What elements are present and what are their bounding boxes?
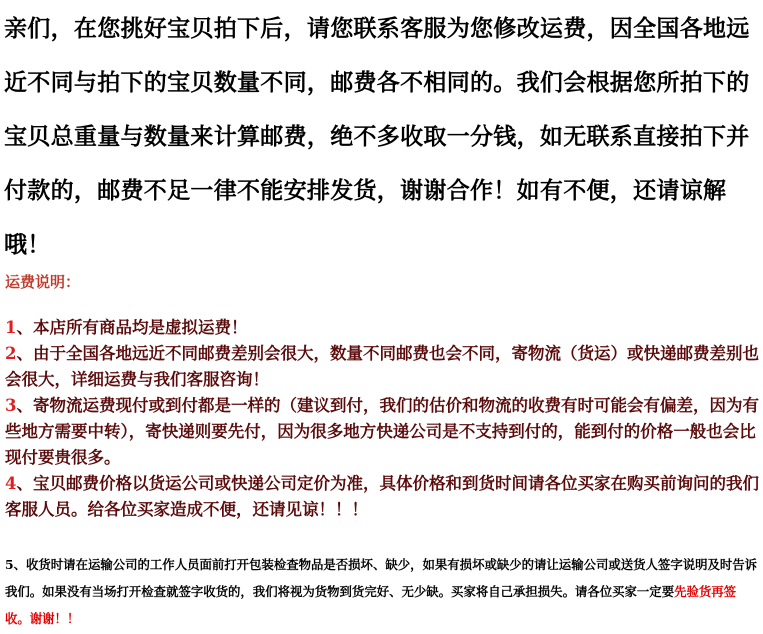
receiving-note-text: 5、收货时请在运输公司的工作人员面前打开包装检查物品是否损坏、缺少，如果有损坏或缺少的请让运输公司或送货人签字说明及时告诉我们。如果没有当场打开检查就签字收货的，我们将视为货物到货完好、无少缺。买家将自己承担损失。请各位买家一定要 (5, 557, 758, 599)
shipping-rules-list (5, 315, 760, 523)
rule-item-2 (5, 341, 760, 393)
receiving-note (5, 551, 760, 632)
rule-text: 、宝贝邮费价格以货运公司或快递公司定价为准，具体价格和到货时间请各位买家在购买前询问的我们客服人员。给各位买家造成不便，还请见谅！！！ (5, 474, 759, 519)
inspect-before-sign-highlight: 先验货再签收。谢谢！！ (5, 584, 737, 626)
shipping-notes-title: 运费说明： (5, 273, 81, 291)
rule-item-4 (5, 471, 760, 523)
rule-text: 、由于全国各地远近不同邮费差别会很大，数量不同邮费也会不同，寄物流（货运）或快递邮费差别也会很大，详细运费与我们客服咨询！ (5, 344, 759, 389)
rule-number: 3 (5, 396, 17, 415)
intro-paragraph: 亲们，在您挑好宝贝拍下后，请您联系客服为您修改运费，因全国各地远近不同与拍下的宝贝数量不同，邮费各不相同的。我们会根据您所拍下的宝贝总重量与数量来计算邮费，绝不多收取一分钱，如无联系直接拍下并付款的，邮费不足一律不能安排发货，谢谢合作！如有不便，还请谅解哦！ (4, 15, 750, 258)
rule-number: 4 (5, 474, 17, 493)
rule-text: 、本店所有商品均是虚拟运费！ (16, 318, 248, 337)
rule-item-3 (5, 393, 760, 471)
rule-number: 2 (5, 344, 17, 363)
rule-text: 、寄物流运费现付或到付都是一样的（建议到付，我们的估价和物流的收费有时可能会有偏差，因为有些地方需要中转），寄快递则要先付，因为很多地方快递公司是不支持到付的，能到付的价格一般也会比现付要贵很多。 (5, 396, 759, 467)
rule-item-1 (5, 315, 760, 341)
rule-number: 1 (5, 318, 17, 337)
